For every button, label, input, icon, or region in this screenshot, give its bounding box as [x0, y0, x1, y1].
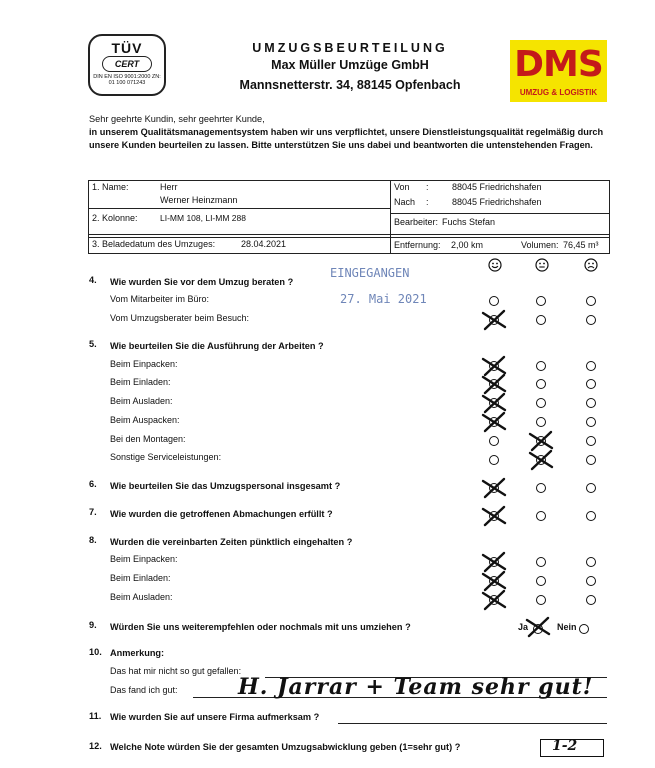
q5-sub-3: Beim Ausladen: [110, 396, 173, 406]
answer-circle[interactable] [586, 379, 596, 389]
bearbeiter-value: Fuchs Stefan [442, 217, 496, 227]
q5-number: 5. [89, 339, 97, 349]
answer-circle[interactable] [489, 455, 499, 465]
dms-logo [510, 40, 607, 102]
intro-greeting: Sehr geehrte Kundin, sehr geehrter Kunde, [89, 114, 265, 124]
q4-sub-2: Vom Umzugsberater beim Besuch: [110, 313, 250, 323]
handwritten-cross-mark [480, 309, 508, 331]
q5-sub-1: Beim Einpacken: [110, 359, 178, 369]
volumen-value: 76,45 m³ [563, 240, 599, 250]
kolonne-label: 2. Kolonne: [92, 213, 138, 223]
answer-circle[interactable] [586, 361, 596, 371]
q8-sub-3: Beim Ausladen: [110, 592, 173, 602]
answer-circle[interactable] [536, 398, 546, 408]
name-value: Werner Heinzmann [160, 195, 238, 205]
q4-sub-1: Vom Mitarbeiter im Büro: [110, 294, 210, 304]
kolonne-value: LI-MM 108, LI-MM 288 [160, 213, 246, 223]
answer-circle[interactable] [586, 296, 596, 306]
answer-circle[interactable] [586, 511, 596, 521]
q10-text: Anmerkung: [110, 648, 165, 658]
intro-text [89, 113, 609, 152]
q5-sub-4: Beim Auspacken: [110, 415, 180, 425]
answer-circle[interactable] [536, 483, 546, 493]
handwritten-cross-mark [480, 505, 508, 527]
q4-number: 4. [89, 275, 97, 285]
answer-circle[interactable] [586, 417, 596, 427]
answer-circle[interactable] [586, 315, 596, 325]
answer-circle[interactable] [579, 624, 589, 634]
customer-info-table [88, 180, 610, 254]
answer-circle[interactable] [586, 557, 596, 567]
handwritten-cross-mark [480, 411, 508, 433]
q9-nein-label: Nein [557, 622, 577, 632]
tuv-logo-title: TÜV [111, 40, 143, 56]
tuv-cert-logo [88, 34, 166, 96]
q4-text: Wie wurden Sie vor dem Umzug beraten ? [110, 277, 294, 287]
answer-circle[interactable] [586, 455, 596, 465]
answer-circle[interactable] [586, 398, 596, 408]
salutation-value: Herr [160, 182, 178, 192]
q11-number: 11. [89, 711, 102, 721]
neutral-face-icon [535, 258, 549, 272]
happy-face-icon [488, 258, 502, 272]
answer-circle[interactable] [489, 296, 499, 306]
tuv-logo-cert: CERT [102, 56, 152, 72]
bearbeiter-label: Bearbeiter: [394, 217, 439, 227]
intro-body: in unserem Qualitätsmanagementsystem haben wir uns verpflichtet, unsere Dienstleistungsqualität regelmäßig durch unsere Kunden beurteilen zu lassen. Bitte unterstützen Sie uns dabei und beantworten die untenstehenden Fragen. [89, 127, 604, 150]
q8-sub-2: Beim Einladen: [110, 573, 171, 583]
handwritten-cross-mark [480, 589, 508, 611]
entfernung-value: 2,00 km [451, 240, 484, 250]
handwritten-cross-mark [524, 616, 552, 638]
q6-text: Wie beurteilen Sie das Umzugspersonal insgesamt ? [110, 481, 341, 491]
von-label: Von [394, 182, 410, 192]
answer-circle[interactable] [536, 361, 546, 371]
stamp-received: EINGEGANGEN [330, 266, 410, 280]
answer-circle[interactable] [586, 483, 596, 493]
answer-circle[interactable] [536, 511, 546, 521]
q9-ja-label: Ja [518, 622, 529, 632]
answer-circle[interactable] [536, 417, 546, 427]
tuv-logo-small: DIN EN ISO 9001:2000 ZN: 01 100 071243 [93, 74, 161, 86]
q10-handwriting: H. Jarrar + Team sehr gut! [238, 674, 594, 700]
q5-text: Wie beurteilen Sie die Ausführung der Arbeiten ? [110, 341, 324, 351]
nach-value: 88045 Friedrichshafen [452, 197, 542, 207]
handwritten-cross-mark [480, 477, 508, 499]
answer-circle[interactable] [489, 436, 499, 446]
sad-face-icon [584, 258, 598, 272]
q11-text: Wie wurden Sie auf unsere Firma aufmerksam ? [110, 712, 320, 722]
q8-sub-1: Beim Einpacken: [110, 554, 178, 564]
q7-text: Wie wurden die getroffenen Abmachungen erfüllt ? [110, 509, 333, 519]
q12-text: Welche Note würden Sie der gesamten Umzugsabwicklung geben (1=sehr gut) ? [110, 742, 461, 752]
answer-circle[interactable] [536, 296, 546, 306]
von-colon: : [426, 182, 429, 192]
date-label: 3. Beladedatum des Umzuges: [92, 239, 216, 249]
nach-colon: : [426, 197, 429, 207]
answer-circle[interactable] [536, 576, 546, 586]
company-address: Mannsnetterstr. 34, 88145 Opfenbach [239, 78, 461, 92]
form-title: UMZUGSBEURTEILUNG [252, 41, 448, 55]
q5-sub-2: Beim Einladen: [110, 377, 171, 387]
volumen-label: Volumen: [521, 240, 559, 250]
company-name: Max Müller Umzüge GmbH [271, 58, 429, 72]
q5-sub-5: Bei den Montagen: [110, 434, 186, 444]
q10-number: 10. [89, 647, 102, 657]
von-value: 88045 Friedrichshafen [452, 182, 542, 192]
q11-line [338, 723, 607, 724]
q9-text: Würden Sie uns weiterempfehlen oder nochmals mit uns umziehen ? [110, 622, 411, 632]
stamp-date: 27. Mai 2021 [340, 292, 427, 306]
q7-number: 7. [89, 507, 97, 517]
nach-label: Nach [394, 197, 416, 207]
dms-logo-text: DMS [514, 44, 603, 85]
q9-number: 9. [89, 620, 97, 630]
q12-number: 12. [89, 741, 102, 751]
q8-text: Wurden die vereinbarten Zeiten pünktlich eingehalten ? [110, 537, 353, 547]
answer-circle[interactable] [586, 436, 596, 446]
q5-sub-6: Sonstige Serviceleistungen: [110, 452, 222, 462]
answer-circle[interactable] [536, 315, 546, 325]
entfernung-label: Entfernung: [394, 240, 441, 250]
answer-circle[interactable] [536, 557, 546, 567]
date-value: 28.04.2021 [241, 239, 287, 249]
q8-number: 8. [89, 535, 97, 545]
answer-circle[interactable] [586, 576, 596, 586]
answer-circle[interactable] [586, 595, 596, 605]
dms-logo-subtitle: UMZUG & LOGISTIK [519, 88, 598, 97]
q10-sub-2: Das fand ich gut: [110, 685, 178, 695]
grade-value: 1-2 [552, 738, 578, 754]
answer-circle[interactable] [536, 379, 546, 389]
name-label: 1. Name: [92, 182, 129, 192]
answer-circle[interactable] [536, 595, 546, 605]
handwritten-cross-mark [527, 449, 555, 471]
q6-number: 6. [89, 479, 97, 489]
q10-sub-1: Das hat mir nicht so gut gefallen: [110, 666, 242, 676]
